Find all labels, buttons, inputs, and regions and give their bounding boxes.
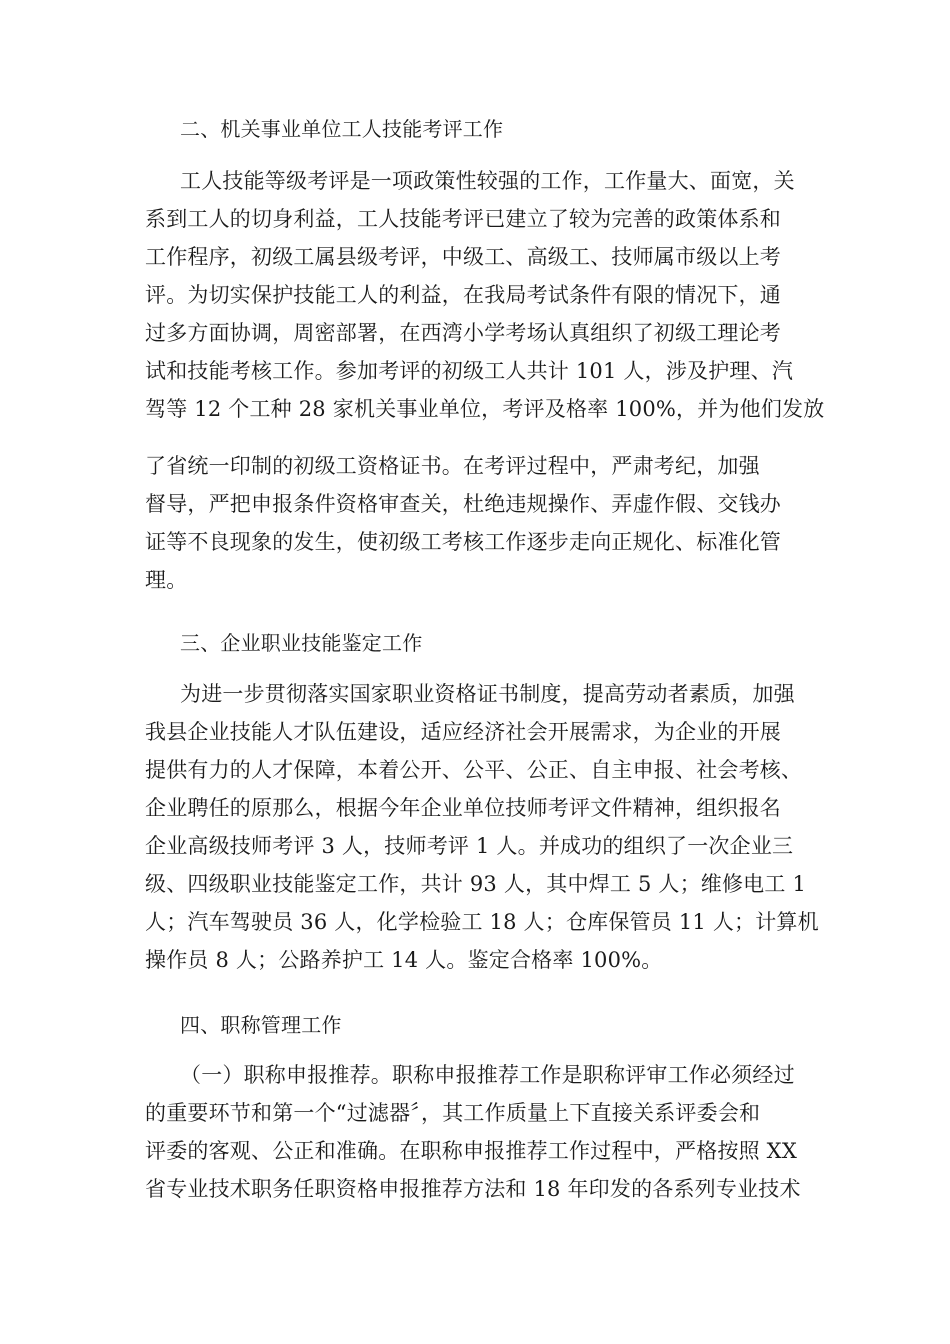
section-3-paragraph-line-4: 企业聘任的原那么，根据今年企业单位技师考评文件精神，组织报名 [145,796,781,820]
section-2-paragraph-1-line-3: 工作程序，初级工属县级考评，中级工、高级工、技师属市级以上考 [145,245,781,269]
section-3-paragraph-line-7: 人；汽车驾驶员 36 人，化学检验工 18 人；仓库保管员 11 人；计算机 [145,910,819,934]
section-4-heading: 四、职称管理工作 [180,1013,342,1037]
section-3-paragraph-line-2: 我县企业技能人才队伍建设，适应经济社会开展需求，为企业的开展 [145,720,781,744]
section-2-paragraph-1-line-4: 评。为切实保护技能工人的利益，在我局考试条件有限的情况下，通 [145,283,781,307]
section-2-paragraph-2-line-1: 了省统一印制的初级工资格证书。在考评过程中，严肃考纪，加强 [145,454,760,478]
section-2-paragraph-1-line-5: 过多方面协调，周密部署，在西湾小学考场认真组织了初级工理论考 [145,321,781,345]
section-2-paragraph-1-line-2: 系到工人的切身利益，工人技能考评已建立了较为完善的政策体系和 [145,207,781,231]
section-4-paragraph-line-2: 的重要环节和第一个“过滤器〞，其工作质量上下直接关系评委会和 [145,1101,761,1125]
section-2-paragraph-2-line-2: 督导，严把申报条件资格审查关，杜绝违规操作、弄虚作假、交钱办 [145,492,781,516]
section-4-paragraph-line-3: 评委的客观、公正和准确。在职称申报推荐工作过程中，严格按照 XX [145,1139,797,1163]
section-4-paragraph-line-1: （一）职称申报推荐。职称申报推荐工作是职称评审工作必须经过 [180,1063,795,1087]
section-2-paragraph-1-line-7: 驾等 12 个工种 28 家机关事业单位，考评及格率 100%，并为他们发放 [145,397,825,421]
section-2-paragraph-2-line-4: 理。 [145,568,188,592]
section-2-heading: 二、机关事业单位工人技能考评工作 [180,117,504,141]
section-3-paragraph-line-5: 企业高级技师考评 3 人，技师考评 1 人。并成功的组织了一次企业三 [145,834,794,858]
section-2-paragraph-1-line-6: 试和技能考核工作。参加考评的初级工人共计 101 人，涉及护理、汽 [145,359,794,383]
section-4-paragraph-line-4: 省专业技术职务任职资格申报推荐方法和 18 年印发的各系列专业技术 [145,1177,801,1201]
section-3-paragraph-line-3: 提供有力的人才保障，本着公开、公平、公正、自主申报、社会考核、 [145,758,803,782]
section-2-paragraph-2-line-3: 证等不良现象的发生，使初级工考核工作逐步走向正规化、标准化管 [145,530,781,554]
section-3-paragraph-line-6: 级、四级职业技能鉴定工作，共计 93 人，其中焊工 5 人；维修电工 1 [145,872,807,896]
section-2-paragraph-1-line-1: 工人技能等级考评是一项政策性较强的工作，工作量大、面宽，关 [180,169,795,193]
section-3-paragraph-line-8: 操作员 8 人；公路养护工 14 人。鉴定合格率 100%。 [145,948,663,972]
section-3-paragraph-line-1: 为进一步贯彻落实国家职业资格证书制度，提高劳动者素质，加强 [180,682,795,706]
section-3-heading: 三、企业职业技能鉴定工作 [180,631,423,655]
